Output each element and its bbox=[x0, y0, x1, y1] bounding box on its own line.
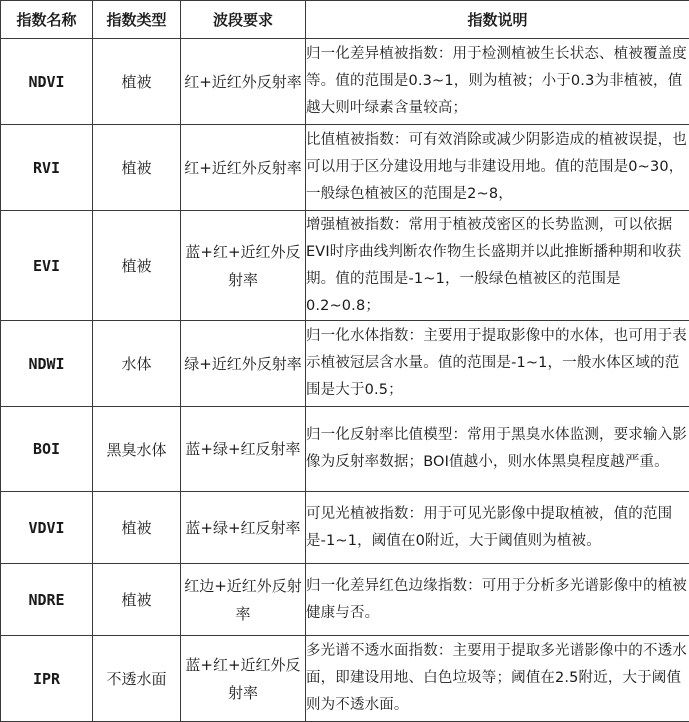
index-type-cell: 植被 bbox=[93, 39, 181, 125]
index-name-cell: NDRE bbox=[1, 564, 93, 636]
header-index-description: 指数说明 bbox=[306, 1, 689, 39]
table-row bbox=[1, 321, 689, 407]
header-band-requirement: 波段要求 bbox=[181, 1, 306, 39]
index-description-cell: 归一化水体指数：主要用于提取影像中的水体，也可用于表示植被冠层含水量。值的范围是-1~1，一般水体区域的范围是大于0.5； bbox=[306, 321, 689, 407]
table-row bbox=[1, 564, 689, 636]
index-description-cell: 多光谱不透水面指数：主要用于提取多光谱影像中的不透水面，即建设用地、白色垃圾等；阈值在2.5附近，大于阈值则为不透水面。 bbox=[306, 636, 689, 722]
index-name-cell: BOI bbox=[1, 407, 93, 492]
table-row bbox=[1, 211, 689, 321]
index-description-cell: 比值植被指数：可有效消除或减少阴影造成的植被误提，也可以用于区分建设用地与非建设用地。值的范围是0~30，一般绿色植被区的范围是2~8， bbox=[306, 125, 689, 211]
index-name-cell: NDVI bbox=[1, 39, 93, 125]
index-name-cell: RVI bbox=[1, 125, 93, 211]
index-description-cell: 可见光植被指数：用于可见光影像中提取植被，值的范围是-1~1，阈值在0附近，大于阈值则为植被。 bbox=[306, 492, 689, 564]
band-requirement-cell: 蓝+绿+红反射率 bbox=[181, 407, 306, 492]
table-row bbox=[1, 39, 689, 125]
index-name-cell: EVI bbox=[1, 211, 93, 321]
index-name-cell: IPR bbox=[1, 636, 93, 722]
index-description-cell: 增强植被指数：常用于植被茂密区的长势监测，可以依据EVI时序曲线判断农作物生长盛期并以此推断播种期和收获期。值的范围是-1~1，一般绿色植被区的范围是0.2~0.8； bbox=[306, 211, 689, 321]
table-row bbox=[1, 636, 689, 722]
table-row bbox=[1, 125, 689, 211]
index-type-cell: 植被 bbox=[93, 564, 181, 636]
band-requirement-cell: 绿+近红外反射率 bbox=[181, 321, 306, 407]
index-description-cell: 归一化反射率比值模型：常用于黑臭水体监测，要求输入影像为反射率数据；BOI值越小，则水体黑臭程度越严重。 bbox=[306, 407, 689, 492]
index-type-cell: 不透水面 bbox=[93, 636, 181, 722]
band-requirement-cell: 红+近红外反射率 bbox=[181, 125, 306, 211]
index-type-cell: 植被 bbox=[93, 492, 181, 564]
index-type-cell: 植被 bbox=[93, 125, 181, 211]
index-description-cell: 归一化差异植被指数：用于检测植被生长状态、植被覆盖度等。值的范围是0.3~1，则为植被；小于0.3为非植被，值越大则叶绿素含量较高； bbox=[306, 39, 689, 125]
index-type-cell: 植被 bbox=[93, 211, 181, 321]
band-requirement-cell: 蓝+红+近红外反射率 bbox=[181, 636, 306, 722]
index-description-cell: 归一化差异红色边缘指数：可用于分析多光谱影像中的植被健康与否。 bbox=[306, 564, 689, 636]
header-index-type: 指数类型 bbox=[93, 1, 181, 39]
table-row bbox=[1, 407, 689, 492]
index-name-cell: NDWI bbox=[1, 321, 93, 407]
band-requirement-cell: 红边+近红外反射率 bbox=[181, 564, 306, 636]
table-row bbox=[1, 492, 689, 564]
header-row bbox=[1, 1, 689, 39]
band-requirement-cell: 蓝+绿+红反射率 bbox=[181, 492, 306, 564]
index-type-cell: 黑臭水体 bbox=[93, 407, 181, 492]
header-index-name: 指数名称 bbox=[1, 1, 93, 39]
band-requirement-cell: 红+近红外反射率 bbox=[181, 39, 306, 125]
index-name-cell: VDVI bbox=[1, 492, 93, 564]
band-requirement-cell: 蓝+红+近红外反射率 bbox=[181, 211, 306, 321]
index-type-cell: 水体 bbox=[93, 321, 181, 407]
